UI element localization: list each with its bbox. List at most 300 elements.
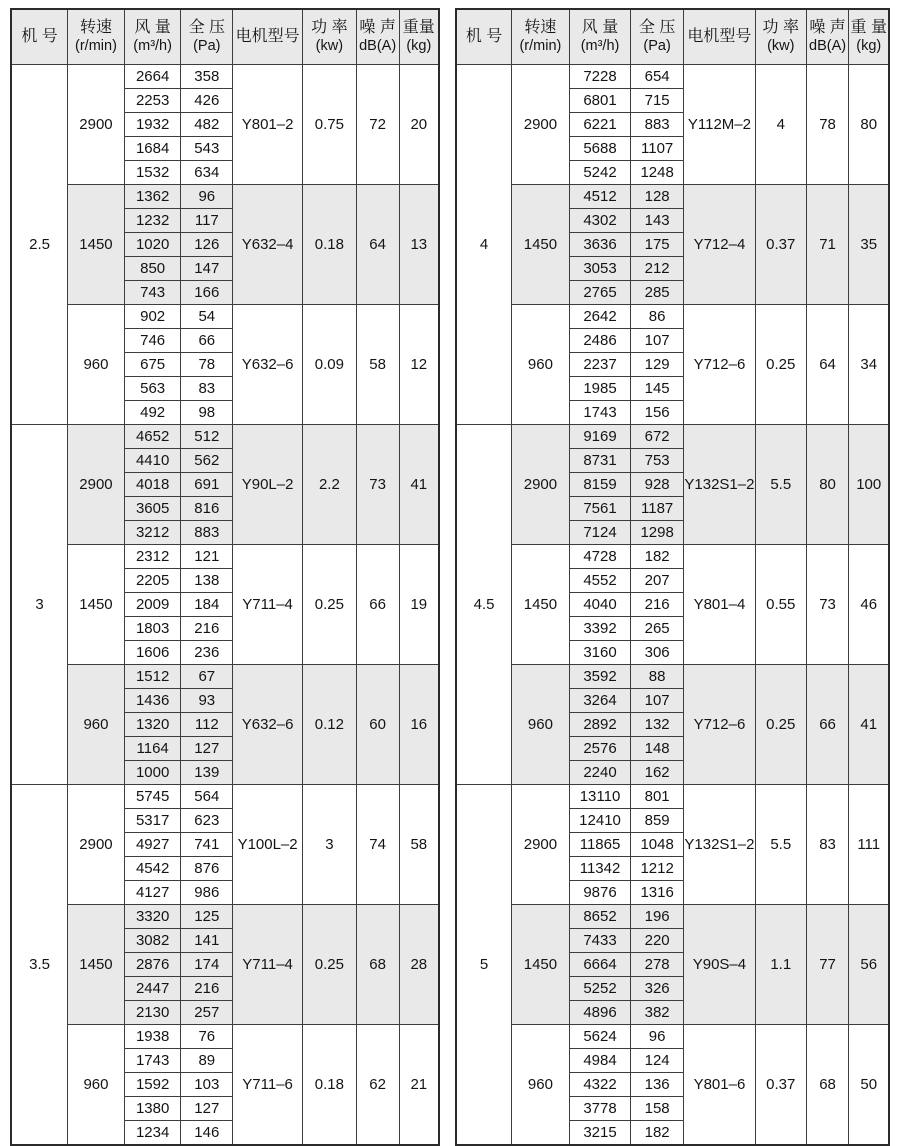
cell-speed: 960 xyxy=(68,1025,125,1146)
cell-pressure: 634 xyxy=(181,161,233,185)
cell-airflow: 5317 xyxy=(124,809,181,833)
cell-airflow: 7433 xyxy=(569,929,631,953)
column-label: 功 率 xyxy=(762,19,799,37)
table-row xyxy=(11,65,439,89)
cell-noise: 68 xyxy=(806,1025,849,1146)
column-unit: (m³/h) xyxy=(133,37,172,54)
table-row xyxy=(456,425,889,449)
cell-noise: 60 xyxy=(356,665,399,785)
cell-pressure: 285 xyxy=(631,281,684,305)
cell-airflow: 2447 xyxy=(124,977,181,1001)
cell-model-no: 2.5 xyxy=(11,65,68,425)
column-unit: (kw) xyxy=(767,37,795,54)
cell-motor-model: Y801–2 xyxy=(233,65,303,185)
cell-power: 1.1 xyxy=(755,905,806,1025)
column-label: 重 量 xyxy=(850,19,887,37)
cell-noise: 68 xyxy=(356,905,399,1025)
cell-model-no: 3.5 xyxy=(11,785,68,1146)
cell-airflow: 6801 xyxy=(569,89,631,113)
cell-power: 2.2 xyxy=(303,425,357,545)
cell-airflow: 2130 xyxy=(124,1001,181,1025)
cell-noise: 74 xyxy=(356,785,399,905)
cell-pressure: 986 xyxy=(181,881,233,905)
cell-motor-model: Y90S–4 xyxy=(683,905,755,1025)
column-header-airflow xyxy=(569,9,631,65)
cell-airflow: 1985 xyxy=(569,377,631,401)
cell-power: 0.09 xyxy=(303,305,357,425)
cell-speed: 2900 xyxy=(68,425,125,545)
cell-pressure: 127 xyxy=(181,737,233,761)
cell-airflow: 2664 xyxy=(124,65,181,89)
cell-airflow: 4018 xyxy=(124,473,181,497)
cell-speed: 960 xyxy=(512,665,570,785)
table-row xyxy=(11,425,439,449)
cell-pressure: 623 xyxy=(181,809,233,833)
column-unit: dB(A) xyxy=(359,37,397,54)
cell-airflow: 1743 xyxy=(569,401,631,425)
cell-airflow: 492 xyxy=(124,401,181,425)
cell-airflow: 1232 xyxy=(124,209,181,233)
cell-pressure: 562 xyxy=(181,449,233,473)
cell-pressure: 125 xyxy=(181,905,233,929)
column-header-airflow xyxy=(124,9,181,65)
cell-motor-model: Y100L–2 xyxy=(233,785,303,905)
cell-model-no: 4.5 xyxy=(456,425,512,785)
cell-airflow: 7228 xyxy=(569,65,631,89)
cell-power: 3 xyxy=(303,785,357,905)
table-row xyxy=(11,665,439,689)
cell-noise: 78 xyxy=(806,65,849,185)
table-row xyxy=(456,185,889,209)
cell-speed: 2900 xyxy=(512,65,570,185)
cell-pressure: 98 xyxy=(181,401,233,425)
cell-airflow: 3636 xyxy=(569,233,631,257)
cell-pressure: 753 xyxy=(631,449,684,473)
cell-pressure: 121 xyxy=(181,545,233,569)
cell-motor-model: Y632–6 xyxy=(233,305,303,425)
cell-power: 0.18 xyxy=(303,185,357,305)
cell-speed: 1450 xyxy=(68,185,125,305)
column-unit: (kg) xyxy=(856,37,882,54)
table-row xyxy=(11,785,439,809)
cell-airflow: 3392 xyxy=(569,617,631,641)
cell-pressure: 883 xyxy=(631,113,684,137)
cell-motor-model: Y712–6 xyxy=(683,665,755,785)
cell-pressure: 96 xyxy=(181,185,233,209)
column-label: 全 压 xyxy=(188,19,226,37)
spec-table-left xyxy=(10,8,440,1146)
cell-airflow: 1020 xyxy=(124,233,181,257)
column-label: 重量 xyxy=(402,19,435,37)
cell-airflow: 4984 xyxy=(569,1049,631,1073)
cell-noise: 73 xyxy=(356,425,399,545)
cell-weight: 100 xyxy=(849,425,889,545)
cell-pressure: 1048 xyxy=(631,833,684,857)
cell-speed: 960 xyxy=(512,305,570,425)
cell-noise: 66 xyxy=(356,545,399,665)
cell-pressure: 112 xyxy=(181,713,233,737)
column-label: 电机型号 xyxy=(235,27,300,45)
cell-pressure: 1187 xyxy=(631,497,684,521)
cell-pressure: 859 xyxy=(631,809,684,833)
column-label: 机 号 xyxy=(21,27,58,45)
cell-speed: 2900 xyxy=(512,785,570,905)
cell-pressure: 216 xyxy=(181,977,233,1001)
cell-pressure: 1298 xyxy=(631,521,684,545)
table-row xyxy=(11,545,439,569)
cell-airflow: 3053 xyxy=(569,257,631,281)
cell-pressure: 672 xyxy=(631,425,684,449)
cell-airflow: 1743 xyxy=(124,1049,181,1073)
cell-airflow: 1592 xyxy=(124,1073,181,1097)
cell-airflow: 9876 xyxy=(569,881,631,905)
cell-weight: 46 xyxy=(849,545,889,665)
column-header-power xyxy=(303,9,357,65)
cell-pressure: 876 xyxy=(181,857,233,881)
cell-pressure: 141 xyxy=(181,929,233,953)
cell-model-no: 5 xyxy=(456,785,512,1146)
cell-pressure: 132 xyxy=(631,713,684,737)
cell-airflow: 746 xyxy=(124,329,181,353)
spec-table-right xyxy=(455,8,890,1146)
cell-power: 0.25 xyxy=(303,905,357,1025)
cell-airflow: 8159 xyxy=(569,473,631,497)
cell-noise: 72 xyxy=(356,65,399,185)
table-row xyxy=(11,1025,439,1049)
cell-airflow: 2642 xyxy=(569,305,631,329)
cell-pressure: 156 xyxy=(631,401,684,425)
header-row xyxy=(456,9,889,65)
cell-power: 4 xyxy=(755,65,806,185)
cell-pressure: 216 xyxy=(181,617,233,641)
cell-airflow: 2892 xyxy=(569,713,631,737)
cell-speed: 960 xyxy=(512,1025,570,1146)
cell-weight: 28 xyxy=(399,905,439,1025)
cell-airflow: 5624 xyxy=(569,1025,631,1049)
cell-airflow: 1380 xyxy=(124,1097,181,1121)
cell-pressure: 66 xyxy=(181,329,233,353)
cell-pressure: 148 xyxy=(631,737,684,761)
cell-airflow: 4728 xyxy=(569,545,631,569)
cell-airflow: 2486 xyxy=(569,329,631,353)
table-row xyxy=(456,1025,889,1049)
cell-airflow: 3592 xyxy=(569,665,631,689)
column-header-motor-model xyxy=(233,9,303,65)
cell-airflow: 4322 xyxy=(569,1073,631,1097)
cell-airflow: 2240 xyxy=(569,761,631,785)
cell-airflow: 8652 xyxy=(569,905,631,929)
cell-pressure: 543 xyxy=(181,137,233,161)
column-label: 噪 声 xyxy=(359,19,396,37)
cell-speed: 960 xyxy=(68,665,125,785)
table-row xyxy=(456,785,889,809)
cell-weight: 56 xyxy=(849,905,889,1025)
cell-power: 0.25 xyxy=(755,305,806,425)
cell-power: 5.5 xyxy=(755,785,806,905)
cell-weight: 50 xyxy=(849,1025,889,1146)
cell-model-no: 3 xyxy=(11,425,68,785)
cell-pressure: 212 xyxy=(631,257,684,281)
cell-speed: 2900 xyxy=(68,65,125,185)
cell-airflow: 3215 xyxy=(569,1121,631,1146)
cell-airflow: 3160 xyxy=(569,641,631,665)
cell-pressure: 136 xyxy=(631,1073,684,1097)
column-header-model-no xyxy=(11,9,68,65)
cell-pressure: 358 xyxy=(181,65,233,89)
cell-pressure: 816 xyxy=(181,497,233,521)
cell-weight: 58 xyxy=(399,785,439,905)
cell-pressure: 96 xyxy=(631,1025,684,1049)
cell-speed: 1450 xyxy=(512,545,570,665)
cell-pressure: 147 xyxy=(181,257,233,281)
cell-pressure: 128 xyxy=(631,185,684,209)
cell-power: 5.5 xyxy=(755,425,806,545)
column-header-weight xyxy=(849,9,889,65)
cell-motor-model: Y112M–2 xyxy=(683,65,755,185)
cell-airflow: 4927 xyxy=(124,833,181,857)
cell-airflow: 4040 xyxy=(569,593,631,617)
table-row xyxy=(456,665,889,689)
cell-pressure: 184 xyxy=(181,593,233,617)
cell-pressure: 1316 xyxy=(631,881,684,905)
column-unit: (kg) xyxy=(406,37,432,54)
cell-motor-model: Y711–6 xyxy=(233,1025,303,1146)
cell-airflow: 4542 xyxy=(124,857,181,881)
cell-airflow: 13110 xyxy=(569,785,631,809)
cell-airflow: 1320 xyxy=(124,713,181,737)
cell-airflow: 675 xyxy=(124,353,181,377)
column-label: 转速 xyxy=(524,19,557,37)
cell-pressure: 162 xyxy=(631,761,684,785)
cell-airflow: 3605 xyxy=(124,497,181,521)
cell-airflow: 1164 xyxy=(124,737,181,761)
cell-airflow: 12410 xyxy=(569,809,631,833)
cell-pressure: 196 xyxy=(631,905,684,929)
table-row xyxy=(11,905,439,929)
cell-noise: 64 xyxy=(356,185,399,305)
cell-motor-model: Y632–4 xyxy=(233,185,303,305)
cell-airflow: 4652 xyxy=(124,425,181,449)
cell-speed: 1450 xyxy=(68,905,125,1025)
column-unit: dB(A) xyxy=(809,37,847,54)
cell-airflow: 1803 xyxy=(124,617,181,641)
cell-pressure: 127 xyxy=(181,1097,233,1121)
cell-airflow: 8731 xyxy=(569,449,631,473)
cell-pressure: 654 xyxy=(631,65,684,89)
cell-weight: 21 xyxy=(399,1025,439,1146)
cell-airflow: 1938 xyxy=(124,1025,181,1049)
cell-airflow: 3082 xyxy=(124,929,181,953)
cell-motor-model: Y712–4 xyxy=(683,185,755,305)
column-label: 机 号 xyxy=(465,27,503,45)
cell-pressure: 86 xyxy=(631,305,684,329)
column-label: 噪 声 xyxy=(809,19,846,37)
cell-motor-model: Y132S1–2 xyxy=(683,785,755,905)
cell-weight: 35 xyxy=(849,185,889,305)
cell-pressure: 143 xyxy=(631,209,684,233)
cell-pressure: 83 xyxy=(181,377,233,401)
cell-motor-model: Y712–6 xyxy=(683,305,755,425)
column-header-speed xyxy=(68,9,125,65)
cell-airflow: 3778 xyxy=(569,1097,631,1121)
column-label: 转速 xyxy=(79,19,112,37)
cell-pressure: 216 xyxy=(631,593,684,617)
cell-weight: 41 xyxy=(399,425,439,545)
table-row xyxy=(11,305,439,329)
cell-airflow: 7124 xyxy=(569,521,631,545)
cell-pressure: 76 xyxy=(181,1025,233,1049)
column-header-speed xyxy=(512,9,570,65)
column-unit: (r/min) xyxy=(519,37,562,54)
cell-pressure: 265 xyxy=(631,617,684,641)
cell-noise: 58 xyxy=(356,305,399,425)
cell-power: 0.12 xyxy=(303,665,357,785)
cell-airflow: 2312 xyxy=(124,545,181,569)
cell-airflow: 9169 xyxy=(569,425,631,449)
cell-noise: 83 xyxy=(806,785,849,905)
cell-weight: 41 xyxy=(849,665,889,785)
cell-weight: 16 xyxy=(399,665,439,785)
table-row xyxy=(456,905,889,929)
cell-airflow: 1362 xyxy=(124,185,181,209)
column-header-noise xyxy=(356,9,399,65)
cell-airflow: 1512 xyxy=(124,665,181,689)
cell-power: 0.25 xyxy=(755,665,806,785)
cell-airflow: 4410 xyxy=(124,449,181,473)
cell-pressure: 129 xyxy=(631,353,684,377)
cell-motor-model: Y711–4 xyxy=(233,905,303,1025)
cell-airflow: 1234 xyxy=(124,1121,181,1146)
cell-noise: 64 xyxy=(806,305,849,425)
cell-pressure: 220 xyxy=(631,929,684,953)
cell-pressure: 93 xyxy=(181,689,233,713)
column-label: 风 量 xyxy=(134,19,171,37)
cell-pressure: 928 xyxy=(631,473,684,497)
cell-pressure: 306 xyxy=(631,641,684,665)
column-label: 电机型号 xyxy=(687,27,752,45)
cell-airflow: 2876 xyxy=(124,953,181,977)
cell-weight: 13 xyxy=(399,185,439,305)
cell-pressure: 883 xyxy=(181,521,233,545)
cell-power: 0.37 xyxy=(755,185,806,305)
cell-noise: 77 xyxy=(806,905,849,1025)
cell-noise: 80 xyxy=(806,425,849,545)
cell-airflow: 4302 xyxy=(569,209,631,233)
cell-weight: 80 xyxy=(849,65,889,185)
cell-pressure: 741 xyxy=(181,833,233,857)
cell-pressure: 1248 xyxy=(631,161,684,185)
cell-pressure: 139 xyxy=(181,761,233,785)
cell-speed: 1450 xyxy=(68,545,125,665)
cell-speed: 960 xyxy=(68,305,125,425)
cell-pressure: 278 xyxy=(631,953,684,977)
cell-pressure: 175 xyxy=(631,233,684,257)
cell-airflow: 5252 xyxy=(569,977,631,1001)
cell-airflow: 7561 xyxy=(569,497,631,521)
table-row xyxy=(456,305,889,329)
column-header-noise xyxy=(806,9,849,65)
cell-power: 0.18 xyxy=(303,1025,357,1146)
cell-pressure: 88 xyxy=(631,665,684,689)
cell-airflow: 2237 xyxy=(569,353,631,377)
cell-airflow: 11342 xyxy=(569,857,631,881)
cell-motor-model: Y801–4 xyxy=(683,545,755,665)
cell-noise: 71 xyxy=(806,185,849,305)
cell-pressure: 146 xyxy=(181,1121,233,1146)
cell-airflow: 1606 xyxy=(124,641,181,665)
cell-airflow: 850 xyxy=(124,257,181,281)
cell-airflow: 1684 xyxy=(124,137,181,161)
cell-motor-model: Y801–6 xyxy=(683,1025,755,1146)
column-header-model-no xyxy=(456,9,512,65)
cell-airflow: 5688 xyxy=(569,137,631,161)
cell-weight: 12 xyxy=(399,305,439,425)
cell-speed: 2900 xyxy=(68,785,125,905)
table-row xyxy=(11,185,439,209)
cell-airflow: 2765 xyxy=(569,281,631,305)
cell-airflow: 563 xyxy=(124,377,181,401)
cell-pressure: 257 xyxy=(181,1001,233,1025)
column-header-power xyxy=(755,9,806,65)
cell-weight: 19 xyxy=(399,545,439,665)
cell-speed: 2900 xyxy=(512,425,570,545)
cell-pressure: 158 xyxy=(631,1097,684,1121)
cell-pressure: 1212 xyxy=(631,857,684,881)
cell-pressure: 801 xyxy=(631,785,684,809)
cell-motor-model: Y132S1–2 xyxy=(683,425,755,545)
cell-pressure: 182 xyxy=(631,545,684,569)
cell-pressure: 78 xyxy=(181,353,233,377)
cell-airflow: 11865 xyxy=(569,833,631,857)
cell-airflow: 4896 xyxy=(569,1001,631,1025)
cell-pressure: 236 xyxy=(181,641,233,665)
column-unit: (Pa) xyxy=(193,37,221,54)
column-label: 风 量 xyxy=(581,19,619,37)
cell-weight: 20 xyxy=(399,65,439,185)
cell-motor-model: Y711–4 xyxy=(233,545,303,665)
cell-airflow: 4127 xyxy=(124,881,181,905)
column-label: 功 率 xyxy=(311,19,348,37)
cell-airflow: 1000 xyxy=(124,761,181,785)
cell-pressure: 691 xyxy=(181,473,233,497)
cell-airflow: 743 xyxy=(124,281,181,305)
cell-airflow: 5745 xyxy=(124,785,181,809)
cell-power: 0.37 xyxy=(755,1025,806,1146)
cell-pressure: 138 xyxy=(181,569,233,593)
cell-airflow: 2253 xyxy=(124,89,181,113)
cell-weight: 34 xyxy=(849,305,889,425)
cell-pressure: 145 xyxy=(631,377,684,401)
cell-pressure: 482 xyxy=(181,113,233,137)
cell-motor-model: Y632–6 xyxy=(233,665,303,785)
cell-airflow: 902 xyxy=(124,305,181,329)
cell-noise: 73 xyxy=(806,545,849,665)
cell-power: 0.75 xyxy=(303,65,357,185)
cell-speed: 1450 xyxy=(512,905,570,1025)
cell-airflow: 3264 xyxy=(569,689,631,713)
table-row xyxy=(456,545,889,569)
cell-pressure: 117 xyxy=(181,209,233,233)
column-header-pressure xyxy=(181,9,233,65)
cell-pressure: 715 xyxy=(631,89,684,113)
cell-pressure: 564 xyxy=(181,785,233,809)
cell-pressure: 124 xyxy=(631,1049,684,1073)
cell-airflow: 1932 xyxy=(124,113,181,137)
column-unit: (m³/h) xyxy=(580,37,620,54)
cell-pressure: 426 xyxy=(181,89,233,113)
column-label: 全 压 xyxy=(638,19,676,37)
cell-airflow: 2009 xyxy=(124,593,181,617)
